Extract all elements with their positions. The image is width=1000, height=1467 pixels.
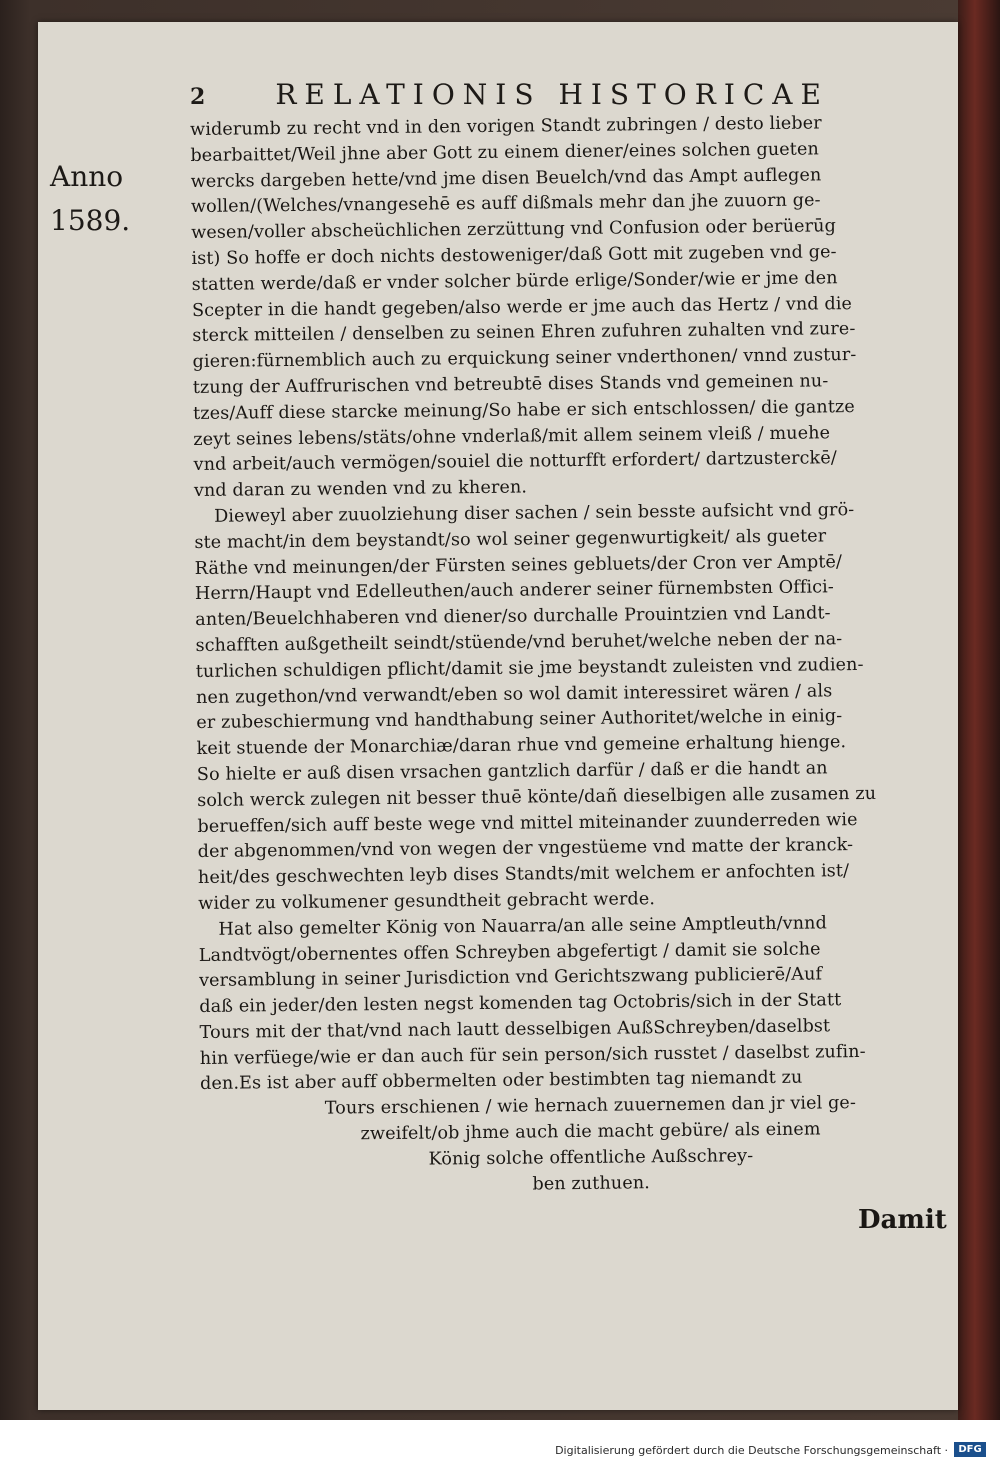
running-head	[190, 78, 830, 111]
text-line: wercks dargeben hette/vnd jme disen Beuelch/vnd das Ampt auflegen	[190, 164, 822, 192]
text-line: zeyt seines lebens/stäts/ohne vnderlaß/mit allem seinem vleiß / muehe	[193, 422, 831, 450]
text-line: Tours mit der that/vnd nach lautt desselbigen AußSchreyben/daselbst	[199, 1016, 831, 1043]
text-line: Herrn/Haupt vnd Edelleuthen/auch anderer seiner fürnembsten Offici-	[194, 577, 835, 605]
running-title: RELATIONIS HISTORICAE	[275, 78, 829, 111]
text-line: Landtvögt/obernentes offen Schreyben abgefertigt / damit sie solche	[198, 938, 821, 966]
body-text	[190, 110, 981, 1202]
text-line: keit stuende der Monarchiæ/daran rhue vnd gemeine erhaltung hienge.	[196, 732, 847, 760]
text-line: heit/des geschwechten leyb dises Standts/mit welchem er anfochten ist/	[197, 861, 850, 889]
closing-line: Tours erschienen / wie hernach zuuernemen dan jr viel ge-	[324, 1093, 857, 1119]
text-line: den.Es ist aber auff obbermelten oder bestimbten tag niemandt zu	[200, 1068, 803, 1095]
text-line: wider zu volkumener gesundtheit gebracht werde.	[198, 889, 656, 914]
text-line: gieren:fürnemblich auch zu erquickung seiner vnderthonen/ vnnd zustur-	[192, 345, 857, 373]
text-line: Räthe vnd meinungen/der Fürsten seines gebluets/der Cron ver Amptē/	[194, 551, 843, 579]
text-line: statten werde/daß er vnder solcher bürde erlige/Sonder/wie er jme den	[191, 268, 838, 295]
text-line: vnd daran zu wenden vnd zu kheren.	[193, 477, 528, 502]
text-line: bearbaittet/Weil jhne aber Gott zu einem diener/eines solchen gueten	[190, 139, 819, 166]
page-number: 2	[190, 84, 206, 110]
text-line: versamblung in seiner Jurisdiction vnd Gerichtszwang publicierē/Auf	[198, 964, 823, 992]
text-line: tzung der Auffrurischen vnd betreubtē dises Stands vnd gemeinen nu-	[192, 371, 829, 398]
margin-note-line-2: 1589.	[50, 204, 131, 237]
text-line: daß ein jeder/den lesten negst komenden tag Octobris/sich in der Statt	[199, 990, 842, 1018]
text-line: der abgenommen/vnd von wegen der vngestüeme vnd matte der kranck-	[197, 835, 854, 863]
margin-note-year	[50, 155, 160, 243]
text-line: schafften außgetheilt seindt/stüende/vnd beruhet/welche neben der na-	[195, 629, 843, 656]
margin-note-line-1: Anno	[50, 160, 124, 193]
text-line: widerumb zu recht vnd in den vorigen Standt zubringen / desto lieber	[190, 113, 822, 140]
text-line: hin verfüege/wie er dan auch für sein person/sich russtet / daselbst zufin-	[199, 1041, 866, 1069]
closing-line: König solche offentliche Außschrey-	[428, 1146, 754, 1170]
catchword: Damit	[858, 1205, 947, 1235]
text-line: ist) So hoffe er doch nichts destoweniger/daß Gott mit zugeben vnd ge-	[191, 242, 837, 269]
text-line: anten/Beuelchhaberen vnd diener/so durchalle Prouintzien vnd Landt-	[195, 603, 831, 631]
dfg-logo: DFG	[954, 1442, 986, 1457]
closing-line: zweifelt/ob jhme auch die macht gebüre/ als einem	[360, 1119, 821, 1145]
text-line: tzes/Auff diese starcke meinung/So habe er sich entschlossen/ die gantze	[192, 396, 855, 424]
text-line: wollen/(Welches/vnangesehē es auff dißmals mehr dan jhe zuuorn ge-	[190, 190, 821, 218]
closing-line: ben zuthuen.	[532, 1172, 651, 1195]
text-line: berueffen/sich auff beste wege vnd mittel miteinander zuunderreden wie	[197, 809, 858, 837]
text-line: er zubeschiermung vnd handthabung seiner Authoritet/welche in einig-	[196, 706, 843, 734]
text-line: nen zugethon/vnd verwandt/eben so wol damit interessiret wären / als	[195, 680, 833, 708]
text-line: Dieweyl aber zuuolziehung diser sachen / sein besste aufsicht vnd grö-	[214, 500, 855, 527]
text-line: Scepter in die handt gegeben/also werde er jme auch das Hertz / vnd die	[191, 293, 853, 321]
text-line: ste macht/in dem beystandt/so wol seiner gegenwurtigkeit/ als gueter	[194, 526, 827, 553]
text-line: Hat also gemelter König von Nauarra/an alle seine Amptleuth/vnnd	[218, 913, 828, 940]
text-line: wesen/voller abscheüchlichen zerzüttung vnd Confusion oder berüerūg	[191, 216, 836, 244]
text-line: vnd arbeit/auch vermögen/souiel die notturfft erfordert/ dartzusterckē/	[193, 448, 837, 476]
text-line: sterck mitteilen / denselben zu seinen Ehren zufuhren zuhalten vnd zure-	[192, 319, 856, 347]
digitization-credit: Digitalisierung gefördert durch die Deutsche Forschungsgemeinschaft ·	[555, 1444, 948, 1457]
text-line: solch werck zulegen nit besser thuē könte/dañ dieselbigen alle zusamen zu	[197, 783, 877, 811]
text-line: So hielte er auß disen vrsachen gantzlich darfür / daß er die handt an	[196, 758, 828, 785]
text-line: turlichen schuldigen pflicht/damit sie jme beystandt zuleisten vnd zudien-	[195, 654, 864, 682]
